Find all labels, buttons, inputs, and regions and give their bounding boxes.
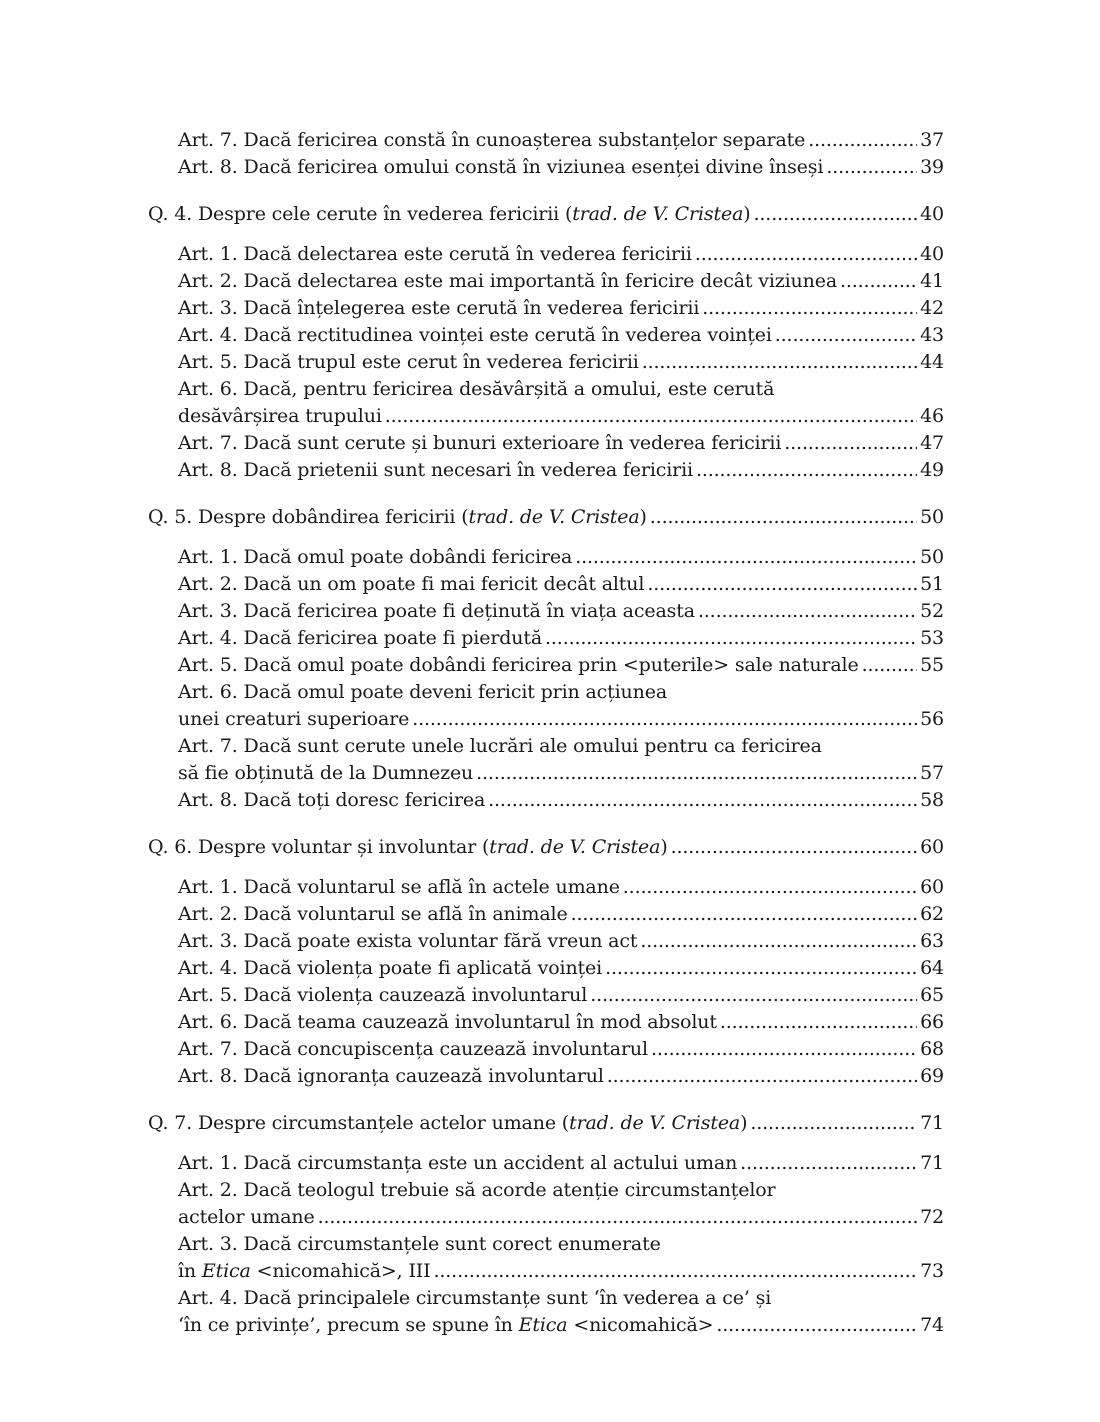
toc-entry	[148, 982, 944, 1009]
question-heading	[148, 201, 944, 228]
entry-title: Art. 8. Dacă ignoranța cauzează involuntarul	[178, 1065, 604, 1087]
question-title-text: Q. 6. Despre voluntar și involuntar (	[148, 836, 490, 858]
dot-leader	[702, 295, 917, 322]
dot-leader	[605, 955, 917, 982]
entry-title: Art. 7. Dacă sunt cerute și bunuri exterioare în vederea fericirii	[178, 432, 782, 454]
dot-leader	[840, 268, 917, 295]
entry-title: Art. 4. Dacă fericirea poate fi pierdută	[178, 627, 543, 649]
entry-title: Art. 1. Dacă delectarea este cerută în vederea fericirii	[178, 243, 692, 265]
page-number: 57	[920, 762, 944, 784]
dot-leader	[750, 1110, 917, 1137]
entry-title: Art. 5. Dacă trupul este cerut în vederea fericirii	[178, 351, 639, 373]
dot-leader	[640, 928, 917, 955]
page-number: 47	[920, 432, 944, 454]
dot-leader	[623, 874, 917, 901]
entry-title-text: ‘în ce privințe’, precum se spune în	[178, 1314, 519, 1336]
entry-title-line: Art. 6. Dacă, pentru fericirea desăvârșită a omului, este cerută	[178, 378, 775, 400]
entry-title: Art. 6. Dacă teama cauzează involuntarul în mod absolut	[178, 1011, 717, 1033]
entry-title: Art. 5. Dacă violența cauzează involuntarul	[178, 984, 588, 1006]
page-number: 51	[920, 573, 944, 595]
page-number: 49	[920, 459, 944, 481]
dot-leader	[571, 901, 918, 928]
toc-entry	[148, 322, 944, 349]
page-number: 46	[920, 405, 944, 427]
dot-leader	[698, 598, 917, 625]
question-title	[148, 504, 647, 531]
entry-title: să fie obținută de la Dumnezeu	[178, 762, 474, 784]
toc-entry	[148, 1312, 944, 1339]
page-number: 62	[920, 903, 944, 925]
page-number: 42	[920, 297, 944, 319]
toc-sections	[148, 201, 944, 1339]
dot-leader	[412, 706, 917, 733]
page-number: 52	[920, 600, 944, 622]
dot-leader	[862, 652, 918, 679]
question-title-text: Q. 4. Despre cele cerute în vederea fericirii (	[148, 203, 573, 225]
toc-entry	[148, 1063, 944, 1090]
dot-leader	[720, 1009, 917, 1036]
entry-title: Art. 3. Dacă poate exista voluntar fără vreun act	[178, 930, 638, 952]
toc-entry	[148, 955, 944, 982]
entry-title: Art. 3. Dacă fericirea poate fi deținută în viața aceasta	[178, 600, 695, 622]
entry-title-line: Art. 6. Dacă omul poate deveni fericit prin acțiunea	[178, 681, 668, 703]
toc-entry	[148, 127, 944, 154]
question-heading	[148, 504, 944, 531]
toc-entry	[148, 598, 944, 625]
page-number: 50	[920, 506, 944, 528]
page-number: 56	[920, 708, 944, 730]
toc-entry	[148, 1150, 944, 1177]
toc-entry	[148, 430, 944, 457]
page-number: 41	[920, 270, 944, 292]
page-number: 65	[920, 984, 944, 1006]
page-number: 63	[920, 930, 944, 952]
question-heading	[148, 1110, 944, 1137]
dot-leader	[671, 834, 918, 861]
toc-entry	[148, 295, 944, 322]
page-number: 55	[920, 654, 944, 676]
entry-title: unei creaturi superioare	[178, 708, 410, 730]
page-number: 64	[920, 957, 944, 979]
entry-title: Art. 8. Dacă prietenii sunt necesari în vederea fericirii	[178, 459, 693, 481]
toc-entry	[148, 571, 944, 598]
question-title-close: )	[660, 836, 668, 858]
dot-leader	[650, 504, 917, 531]
page-number: 58	[920, 789, 944, 811]
question-title-text: Q. 7. Despre circumstanțele actelor umane (	[148, 1112, 570, 1134]
dot-leader	[590, 982, 917, 1009]
toc-entry	[148, 652, 944, 679]
toc-entry	[148, 1258, 944, 1285]
dot-leader	[651, 1036, 917, 1063]
entry-title: Art. 4. Dacă violența poate fi aplicată voinței	[178, 957, 603, 979]
question-section	[148, 201, 944, 484]
question-section	[148, 1110, 944, 1339]
entry-title-line: Art. 3. Dacă circumstanțele sunt corect enumerate	[178, 1233, 661, 1255]
page-number: 73	[920, 1260, 944, 1282]
toc-entry	[148, 241, 944, 268]
entry-title: Art. 2. Dacă un om poate fi mai fericit decât altul	[178, 573, 645, 595]
page-number: 53	[920, 627, 944, 649]
toc-entry	[148, 403, 944, 430]
entry-title-line: Art. 4. Dacă principalele circumstanțe sunt ‘în vederea a ce’ și	[178, 1287, 772, 1309]
entry-title: Art. 8. Dacă fericirea omului constă în viziunea esenței divine înseși	[178, 156, 824, 178]
question-section	[148, 834, 944, 1090]
toc-entry	[148, 874, 944, 901]
entry-title	[178, 1312, 713, 1339]
entry-title-line: Art. 2. Dacă teologul trebuie să acorde atenție circumstanțelor	[178, 1179, 776, 1201]
dot-leader	[385, 403, 917, 430]
page-number: 43	[920, 324, 944, 346]
page-number: 69	[920, 1065, 944, 1087]
table-of-contents	[148, 127, 944, 1339]
page-number: 60	[920, 836, 944, 858]
dot-leader	[545, 625, 917, 652]
dot-leader	[642, 349, 917, 376]
dot-leader	[775, 322, 917, 349]
dot-leader	[696, 457, 917, 484]
page-number: 40	[920, 243, 944, 265]
dot-leader	[695, 241, 917, 268]
question-title-close: )	[743, 203, 751, 225]
entry-title: Art. 1. Dacă voluntarul se află în actele umane	[178, 876, 620, 898]
entry-title: Art. 4. Dacă rectitudinea voinței este cerută în vederea voinței	[178, 324, 772, 346]
dot-leader	[808, 127, 917, 154]
entry-title-text: <nicomahică>	[567, 1314, 714, 1336]
page-number: 74	[920, 1314, 944, 1336]
entry-title: Art. 1. Dacă circumstanța este un accident al actului uman	[178, 1152, 738, 1174]
entry-title: Art. 1. Dacă omul poate dobândi fericirea	[178, 546, 573, 568]
question-title	[148, 201, 751, 228]
page-number: 39	[920, 156, 944, 178]
page-number: 40	[920, 203, 944, 225]
page-number: 37	[920, 129, 944, 151]
toc-entry	[148, 901, 944, 928]
toc-entry	[148, 1036, 944, 1063]
question-title-text: Q. 5. Despre dobândirea fericirii (	[148, 506, 469, 528]
dot-leader	[575, 544, 917, 571]
entry-title-italic: Etica	[518, 1314, 568, 1336]
toc-entry	[148, 268, 944, 295]
toc-entry	[148, 544, 944, 571]
entry-title: desăvârșirea trupului	[178, 405, 382, 427]
dot-leader	[647, 571, 917, 598]
toc-entry	[148, 760, 944, 787]
dot-leader	[476, 760, 917, 787]
entry-title: Art. 2. Dacă voluntarul se află în animale	[178, 903, 568, 925]
question-heading	[148, 834, 944, 861]
continued-entries	[148, 127, 944, 181]
toc-entry	[148, 457, 944, 484]
translator-credit: trad. de V. Cristea	[572, 203, 744, 225]
dot-leader	[488, 787, 917, 814]
toc-entry	[148, 928, 944, 955]
entry-title: Art. 5. Dacă omul poate dobândi fericirea prin <puterile> sale naturale	[178, 654, 859, 676]
page-number: 71	[920, 1152, 944, 1174]
entry-title: Art. 2. Dacă delectarea este mai importantă în fericire decât viziunea	[178, 270, 837, 292]
page-number: 72	[920, 1206, 944, 1228]
page-number: 44	[920, 351, 944, 373]
entry-title-text: <nicomahică>, III	[250, 1260, 431, 1282]
toc-entry	[148, 154, 944, 181]
dot-leader	[826, 154, 917, 181]
page-number: 68	[920, 1038, 944, 1060]
entry-title-italic: Etica	[201, 1260, 251, 1282]
toc-entry	[148, 787, 944, 814]
dot-leader	[318, 1204, 918, 1231]
dot-leader	[716, 1312, 917, 1339]
entry-title: Art. 7. Dacă fericirea constă în cunoașterea substanțelor separate	[178, 129, 806, 151]
page-number: 71	[920, 1112, 944, 1134]
entry-title: Art. 7. Dacă concupiscența cauzează involuntarul	[178, 1038, 648, 1060]
dot-leader	[754, 201, 918, 228]
page-number: 66	[920, 1011, 944, 1033]
translator-credit: trad. de V. Cristea	[468, 506, 640, 528]
page-number: 50	[920, 546, 944, 568]
question-title	[148, 1110, 747, 1137]
entry-title: Art. 3. Dacă înțelegerea este cerută în vederea fericirii	[178, 297, 700, 319]
page-number: 60	[920, 876, 944, 898]
dot-leader	[607, 1063, 917, 1090]
translator-credit: trad. de V. Cristea	[489, 836, 661, 858]
dot-leader	[434, 1258, 918, 1285]
dot-leader	[740, 1150, 917, 1177]
question-title-close: )	[740, 1112, 748, 1134]
dot-leader	[784, 430, 917, 457]
question-title	[148, 834, 668, 861]
toc-entry	[148, 349, 944, 376]
translator-credit: trad. de V. Cristea	[569, 1112, 741, 1134]
question-title-close: )	[639, 506, 647, 528]
entry-title: Art. 8. Dacă toți doresc fericirea	[178, 789, 486, 811]
toc-entry	[148, 1009, 944, 1036]
toc-entry	[148, 625, 944, 652]
entry-title-line: Art. 7. Dacă sunt cerute unele lucrări ale omului pentru ca fericirea	[178, 735, 822, 757]
toc-entry	[148, 706, 944, 733]
entry-title	[178, 1258, 431, 1285]
entry-title: actelor umane	[178, 1206, 315, 1228]
question-section	[148, 504, 944, 814]
entry-title-text: în	[178, 1260, 202, 1282]
toc-entry	[148, 1204, 944, 1231]
